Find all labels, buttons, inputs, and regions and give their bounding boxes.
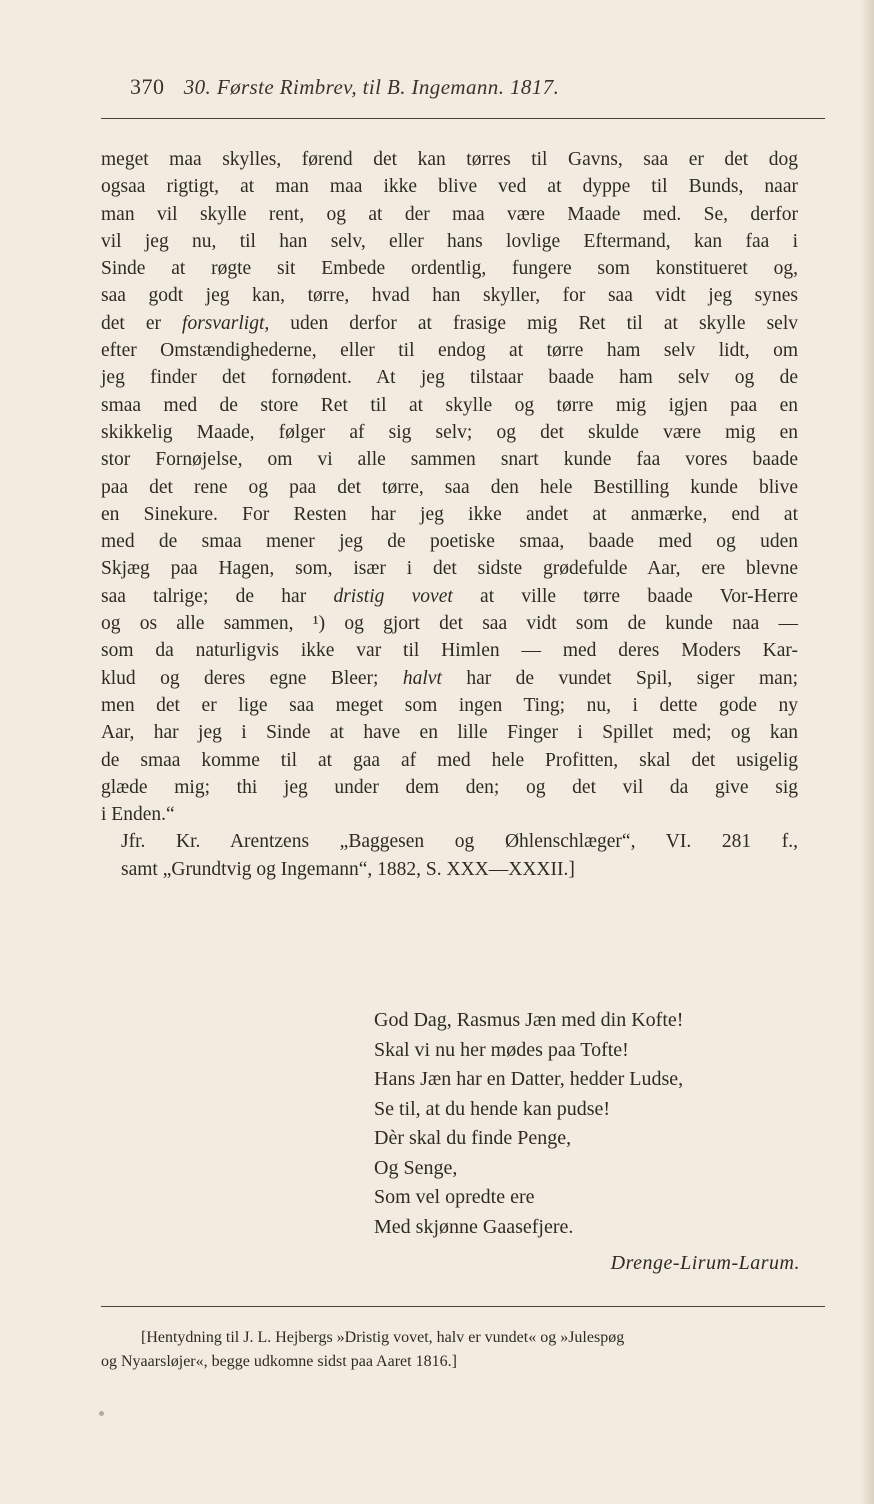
text-line: paa det rene og paa det tørre, saa den hele Bestilling kunde blive	[101, 476, 798, 498]
text-line: de smaa komme til at gaa af med hele Profitten, skal det usigelig	[101, 749, 798, 771]
text-span: uden derfor at frasige mig Ret til at skylle selv	[269, 312, 798, 334]
letter-text	[101, 146, 798, 883]
text-line: ogsaa rigtigt, at man maa ikke blive ved at dyppe til Bunds, naar	[101, 176, 798, 198]
text-line: Aar, har jeg i Sinde at have en lille Finger i Spillet med; og kan	[101, 722, 798, 744]
poem-line: Og Senge,	[374, 1156, 458, 1179]
footnote-rule	[101, 1306, 825, 1307]
text-line: en Sinekure. For Resten har jeg ikke andet at anmærke, end at	[101, 503, 798, 525]
text-line: jeg finder det fornødent. At jeg tilstaar baade ham selv og de	[101, 367, 798, 389]
text-line: efter Omstændighederne, eller til endog at tørre ham selv lidt, om	[101, 340, 798, 362]
text-line: men det er lige saa meget som ingen Ting; nu, i dette gode ny	[101, 694, 798, 716]
text-span: saa talrige; de har	[101, 585, 334, 607]
text-span: klud og deres egne Bleer;	[101, 667, 403, 689]
text-line: som da naturligvis ikke var til Himlen — med deres Moders Kar-	[101, 640, 798, 662]
poem-line: God Dag, Rasmus Jæn med din Kofte!	[374, 1009, 684, 1031]
text-line-with-emphasis	[101, 665, 798, 692]
poem-line: Dèr skal du finde Penge,	[374, 1127, 572, 1149]
paper-speck	[99, 1411, 104, 1416]
reference-line: samt „Grundtvig og Ingemann“, 1882, S. XXX—XXXII.]	[121, 858, 575, 880]
text-line: saa godt jeg kan, tørre, hvad han skyller, for saa vidt jeg synes	[101, 285, 798, 307]
poem	[374, 1006, 804, 1242]
text-line: med de smaa mener jeg de poetiske smaa, baade med og uden	[101, 531, 798, 553]
running-title: 30. Første Rimbrev, til B. Ingemann. 1817.	[183, 75, 560, 99]
footnote	[101, 1326, 809, 1374]
text-line-with-emphasis	[101, 583, 798, 610]
page-edge-shadow	[860, 0, 874, 1504]
emphasis-halvt: halvt	[402, 667, 442, 689]
poem-line: Skal vi nu her mødes paa Tofte!	[374, 1038, 629, 1061]
text-span: har de vundet Spil, siger man;	[441, 667, 799, 689]
text-line: Skjæg paa Hagen, som, især i det sidste grødefulde Aar, ere blevne	[101, 558, 798, 580]
header-rule	[101, 118, 825, 119]
reference-line: Jfr. Kr. Arentzens „Baggesen og Øhlenschlæger“, VI. 281 f.,	[121, 831, 798, 853]
text-line: vil jeg nu, til han selv, eller hans lovlige Eftermand, kan faa i	[101, 230, 798, 252]
footnote-line: [Hentydning til J. L. Hejbergs »Dristig vovet, halv er vundet« og »Julespøg	[141, 1329, 625, 1346]
running-header	[130, 74, 810, 114]
poem-line: Som vel opredte ere	[374, 1186, 535, 1208]
text-line: stor Fornøjelse, om vi alle sammen snart kunde faa vores baade	[101, 449, 798, 471]
text-line: Sinde at røgte sit Embede ordentlig, fungere som konstitueret og,	[101, 258, 798, 280]
text-line: glæde mig; thi jeg under dem den; og det vil da give sig	[101, 776, 798, 798]
text-line: skikkelig Maade, følger af sig selv; og det skulde være mig en	[101, 421, 798, 443]
poem-line: Se til, at du hende kan pudse!	[374, 1097, 611, 1120]
text-line: smaa med de store Ret til at skylle og tørre mig igjen paa en	[101, 394, 798, 416]
emphasis-dristig-vovet: dristig vovet	[333, 585, 453, 607]
text-line-with-emphasis	[101, 310, 798, 337]
text-line: og os alle sammen, ¹) og gjort det saa vidt som de kunde naa —	[101, 613, 798, 635]
text-span: det er	[101, 312, 183, 334]
poem-line: Hans Jæn har en Datter, hedder Ludse,	[374, 1068, 684, 1090]
text-line: man vil skylle rent, og at der maa være Maade med. Se, derfor	[101, 203, 798, 225]
page-number: 370	[130, 74, 165, 99]
text-span: at ville tørre baade Vor-Herre	[452, 585, 798, 607]
emphasis-forsvarligt: forsvarligt,	[182, 312, 270, 334]
text-line: meget maa skylles, førend det kan tørres til Gavns, saa er det dog	[101, 149, 798, 170]
poem-signature: Drenge-Lirum-Larum.	[610, 1252, 800, 1274]
footnote-line: og Nyaarsløjer«, begge udkomne sidst paa Aaret 1816.]	[101, 1353, 457, 1370]
text-line: i Enden.“	[101, 804, 175, 826]
poem-line: Med skjønne Gaasefjere.	[374, 1215, 574, 1238]
